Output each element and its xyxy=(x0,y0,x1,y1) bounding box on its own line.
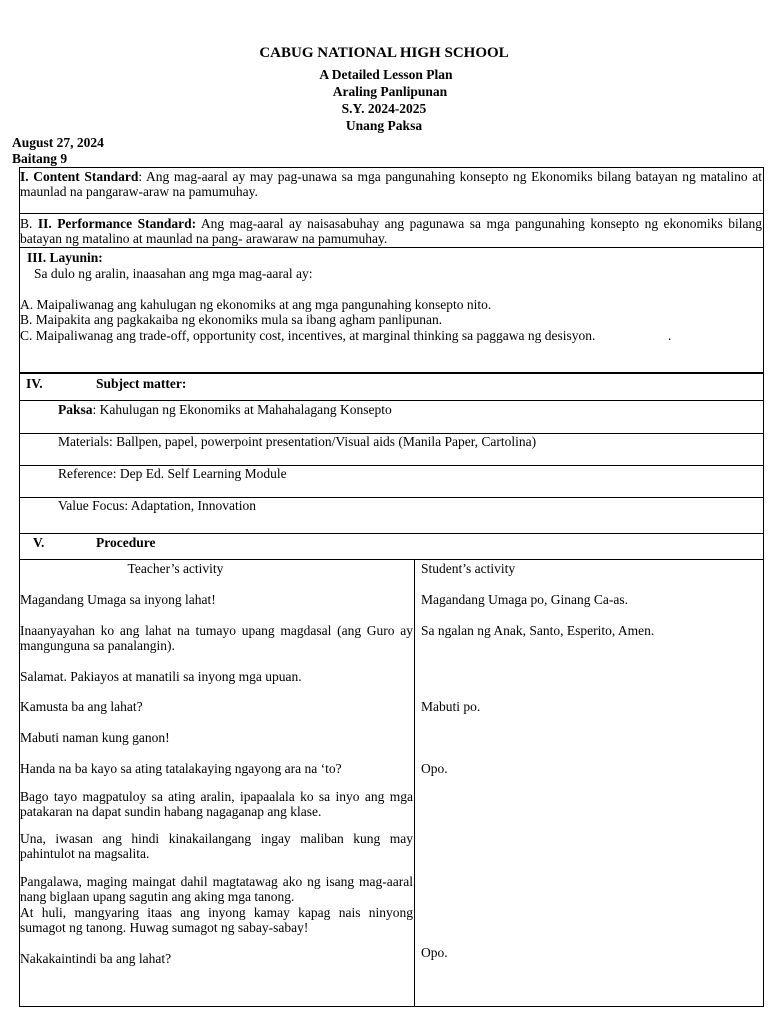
teacher-line: Bago tayo magpatuloy sa ating aralin, ipapaalala ko sa inyo ang mga patakaran na dapat sundin habang nagaganap ang klase. xyxy=(20,789,413,819)
content-standard-label: I. Content Standard xyxy=(20,169,139,184)
teacher-line: Magandang Umaga sa inyong lahat! xyxy=(20,592,216,607)
school-year: S.Y. 2024-2025 xyxy=(341,101,427,116)
topic-text: : Kahulugan ng Ekonomiks at Mahahalagang Konsepto xyxy=(92,402,392,417)
divider xyxy=(19,213,764,214)
performance-standard xyxy=(20,216,762,246)
teacher-line: Salamat. Pakiayos at manatili sa inyong mga upuan. xyxy=(20,669,302,684)
teacher-column-header: Teacher’s activity xyxy=(127,561,224,576)
divider xyxy=(19,247,764,248)
objective-item: A. Maipaliwanag ang kahulugan ng ekonomiks at ang mga pangunahing konsepto nito. xyxy=(20,297,492,312)
teacher-line: Pangalawa, maging maingat dahil magtatawag ako ng isang mag-aaral nang biglaan upang sagutin ang aking mga tanong. xyxy=(20,874,413,904)
student-line: Opo. xyxy=(421,761,448,776)
lesson-date: August 27, 2024 xyxy=(12,135,104,150)
subject-matter-label: Subject matter: xyxy=(96,376,187,391)
topic-label-bold: Paksa xyxy=(58,402,93,417)
student-line: Magandang Umaga po, Ginang Ca-as. xyxy=(421,592,628,607)
performance-standard-text: Ang mag-aaral ay naisasabuhay ang pagunawa sa mga pangunahing konsepto ng ekonomiks bilang batayan ng matalino at maunlad na pang- arawaraw na pamumuhay. xyxy=(20,216,762,246)
procedure-number: V. xyxy=(33,535,45,550)
objectives-intro: Sa dulo ng aralin, inaasahan ang mga mag-aaral ay: xyxy=(34,266,313,281)
teacher-line: Handa na ba kayo sa ating tatalakaying ngayong ara na ‘to? xyxy=(20,761,342,776)
teacher-line: Kamusta ba ang lahat? xyxy=(20,699,143,714)
student-column-header: Student’s activity xyxy=(421,561,516,576)
student-line: Mabuti po. xyxy=(421,699,481,714)
performance-standard-label: II. Performance Standard: xyxy=(37,216,197,231)
teacher-line: At huli, mangyaring itaas ang inyong kamay kapag nais ninyong sumagot ng tanong. Huwag sumagot ng sabay-sabay! xyxy=(20,905,413,935)
reference-line: Reference: Dep Ed. Self Learning Module xyxy=(58,466,287,481)
content-standard xyxy=(20,169,762,199)
objective-trailing-mark: . xyxy=(668,328,672,343)
value-focus-line: Value Focus: Adaptation, Innovation xyxy=(58,498,256,513)
objective-item: C. Maipaliwanag ang trade-off, opportunity cost, incentives, at marginal thinking sa paggawa ng desisyon. xyxy=(20,328,596,343)
topic-label: Unang Paksa xyxy=(345,118,423,133)
student-line: Sa ngalan ng Anak, Santo, Esperito, Amen. xyxy=(421,623,655,638)
divider xyxy=(19,372,764,374)
content-standard-text: : Ang mag-aaral ay may pag-unawa sa mga pangunahing konsepto ng Ekonomiks bilang batayan ng matalino at maunlad na pangaraw-araw na pamumuhay. xyxy=(20,169,762,199)
column-divider xyxy=(414,559,415,1007)
teacher-line: Inaanyayahan ko ang lahat na tumayo upang magdasal (ang Guro ay mangunguna sa panalangin). xyxy=(20,623,413,653)
teacher-line: Mabuti naman kung ganon! xyxy=(20,730,170,745)
subject-matter-number: IV. xyxy=(26,376,43,391)
divider xyxy=(19,533,764,534)
objective-item: B. Maipakita ang pagkakaiba ng ekonomiks mula sa ibang agham panlipunan. xyxy=(20,312,443,327)
teacher-line: Una, iwasan ang hindi kinakailangang ingay maliban kung may pahintulot na magsalita. xyxy=(20,831,413,861)
topic-line xyxy=(58,402,392,417)
divider xyxy=(19,400,764,401)
objectives-label: III. Layunin: xyxy=(27,250,103,265)
materials-line: Materials: Ballpen, papel, powerpoint presentation/Visual aids (Manila Paper, Cartolina) xyxy=(58,434,537,449)
procedure-label: Procedure xyxy=(96,535,156,550)
grade-level: Baitang 9 xyxy=(12,151,68,166)
school-name: CABUG NATIONAL HIGH SCHOOL xyxy=(259,45,509,61)
performance-standard-prefix: B. xyxy=(20,216,38,231)
document-type: A Detailed Lesson Plan xyxy=(319,67,453,82)
subject-name: Araling Panlipunan xyxy=(332,84,448,99)
teacher-line: Nakakaintindi ba ang lahat? xyxy=(20,951,172,966)
student-line: Opo. xyxy=(421,945,448,960)
